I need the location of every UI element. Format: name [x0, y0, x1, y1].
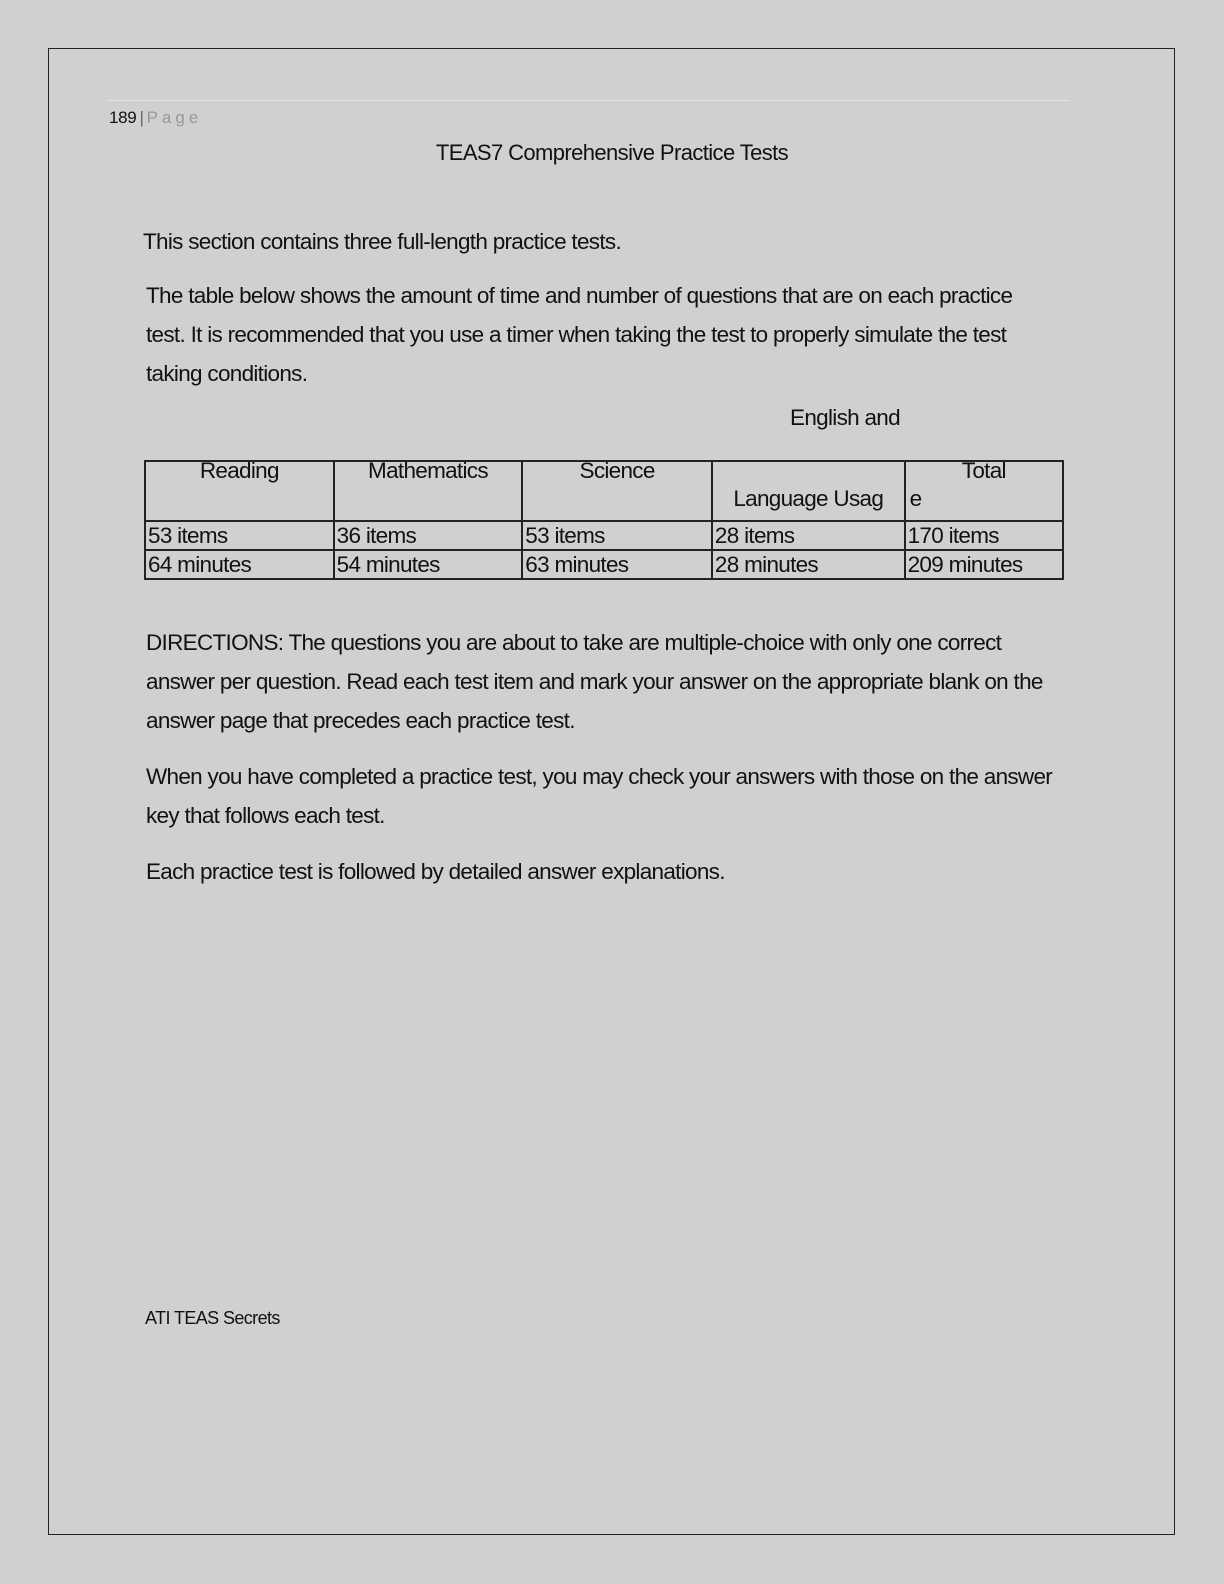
answer-key-paragraph: When you have completed a practice test, you may check your answers with those on the answer key that follows each test. [146, 764, 1053, 828]
table-cell: 64 minutes [145, 550, 334, 579]
page-number-separator: | [139, 108, 144, 127]
table-header-row [145, 461, 1063, 521]
directions-paragraph: DIRECTIONS: The questions you are about to take are multiple-choice with only one correct answer per question. Read each test item and mark your answer on the appropriate blank on the answer page that precedes each practice test. [146, 630, 1043, 733]
test-summary-table [144, 460, 1064, 580]
explanations-paragraph: Each practice test is followed by detailed answer explanations. [146, 859, 725, 884]
page-word: Page [146, 108, 203, 127]
table-cell: 170 items [905, 521, 1063, 550]
header-total: Total [961, 461, 1006, 483]
header-rule [108, 100, 1070, 101]
header-reading: Reading [199, 461, 279, 483]
table-cell: 28 minutes [712, 550, 905, 579]
table-header-cell [712, 461, 905, 521]
page-number [109, 108, 202, 128]
table-header-cell [905, 461, 1063, 521]
table-cell: 28 items [712, 521, 905, 550]
header-science: Science [579, 461, 655, 483]
table-header-cell [334, 461, 523, 521]
intro-paragraph: This section contains three full-length practice tests. [143, 229, 622, 254]
table-cell: 36 items [334, 521, 523, 550]
page-title: TEAS7 Comprehensive Practice Tests [435, 140, 789, 165]
footer-text: ATI TEAS Secrets [145, 1308, 280, 1328]
table-row-minutes [145, 550, 1063, 579]
table-cell: 53 items [145, 521, 334, 550]
table-cell: 63 minutes [522, 550, 712, 579]
table-description-paragraph: The table below shows the amount of time and number of questions that are on each practice test. It is recommended that you use a timer when taking the test to properly simulate the test taking conditions. [146, 283, 1013, 386]
header-language-usage: Language Usag [733, 486, 884, 511]
table-header-cell [522, 461, 712, 521]
header-total-tail: e [909, 486, 922, 511]
table-header-overflow-text: English and [790, 405, 900, 430]
table-header-cell [145, 461, 334, 521]
header-mathematics: Mathematics [368, 461, 488, 483]
table-cell: 209 minutes [905, 550, 1063, 579]
table-cell: 54 minutes [334, 550, 523, 579]
table-row-items [145, 521, 1063, 550]
page-number-value: 189 [109, 108, 137, 127]
table-cell: 53 items [522, 521, 712, 550]
